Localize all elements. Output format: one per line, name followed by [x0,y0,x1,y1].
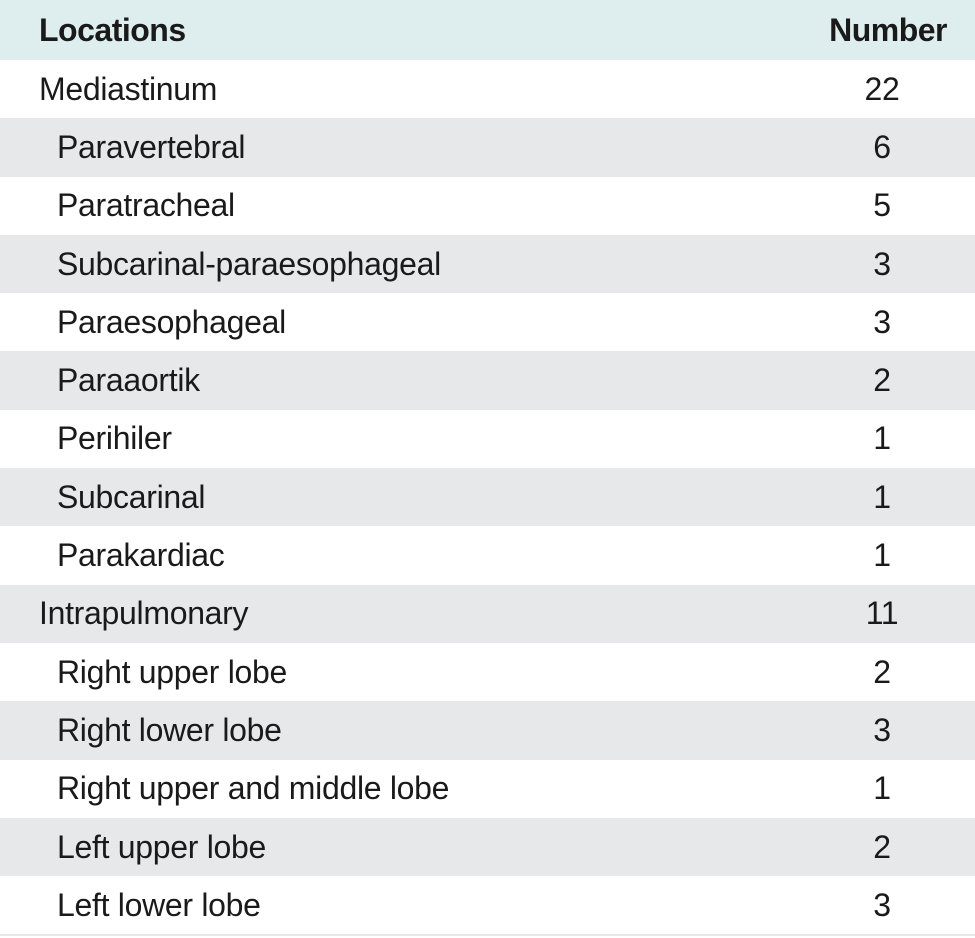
location-label: Mediastinum [39,70,218,107]
table-row [0,235,975,293]
location-number: 3 [873,711,891,748]
location-label: Paraesophageal [57,303,286,340]
location-number: 11 [865,595,899,632]
header-locations: Locations [39,11,186,48]
location-number: 2 [873,653,891,690]
location-label: Paravertebral [57,128,246,165]
location-number: 2 [873,828,891,865]
location-number: 1 [873,420,891,457]
location-label: Parakardiac [57,537,225,574]
location-label: Paraaortik [57,362,200,399]
table-row [0,293,975,351]
location-label: Right upper lobe [57,653,288,690]
location-number: 1 [873,770,891,807]
header-number: Number [829,11,947,48]
location-label: Paratracheal [57,187,235,224]
table-row [0,818,975,876]
table-row [0,60,975,118]
location-label: Left lower lobe [57,886,261,923]
table-row [0,526,975,584]
table-row [0,643,975,701]
table-row [0,177,975,235]
location-label: Subcarinal [57,478,206,515]
location-label: Left upper lobe [57,828,267,865]
table-row [0,410,975,468]
location-number: 3 [873,303,891,340]
location-number: 2 [873,362,891,399]
location-label: Subcarinal-paraesophageal [57,245,441,282]
location-number: 3 [873,245,891,282]
table-row [0,585,975,643]
table-row [0,118,975,176]
table-row [0,876,975,934]
location-number: 5 [873,187,891,224]
location-label: Right lower lobe [57,711,282,748]
table-bottom-rule [0,934,975,936]
table-body [0,60,975,934]
location-number: 22 [864,70,900,107]
location-number: 1 [873,478,891,515]
table-row [0,351,975,409]
location-number: 3 [873,886,891,923]
table-row [0,468,975,526]
table-row [0,701,975,759]
location-label: Perihiler [57,420,172,457]
location-number: 6 [873,128,891,165]
table-header [0,0,975,60]
location-number: 1 [873,537,891,574]
table-row [0,760,975,818]
location-label: Intrapulmonary [39,595,249,632]
location-label: Right upper and middle lobe [57,770,450,807]
